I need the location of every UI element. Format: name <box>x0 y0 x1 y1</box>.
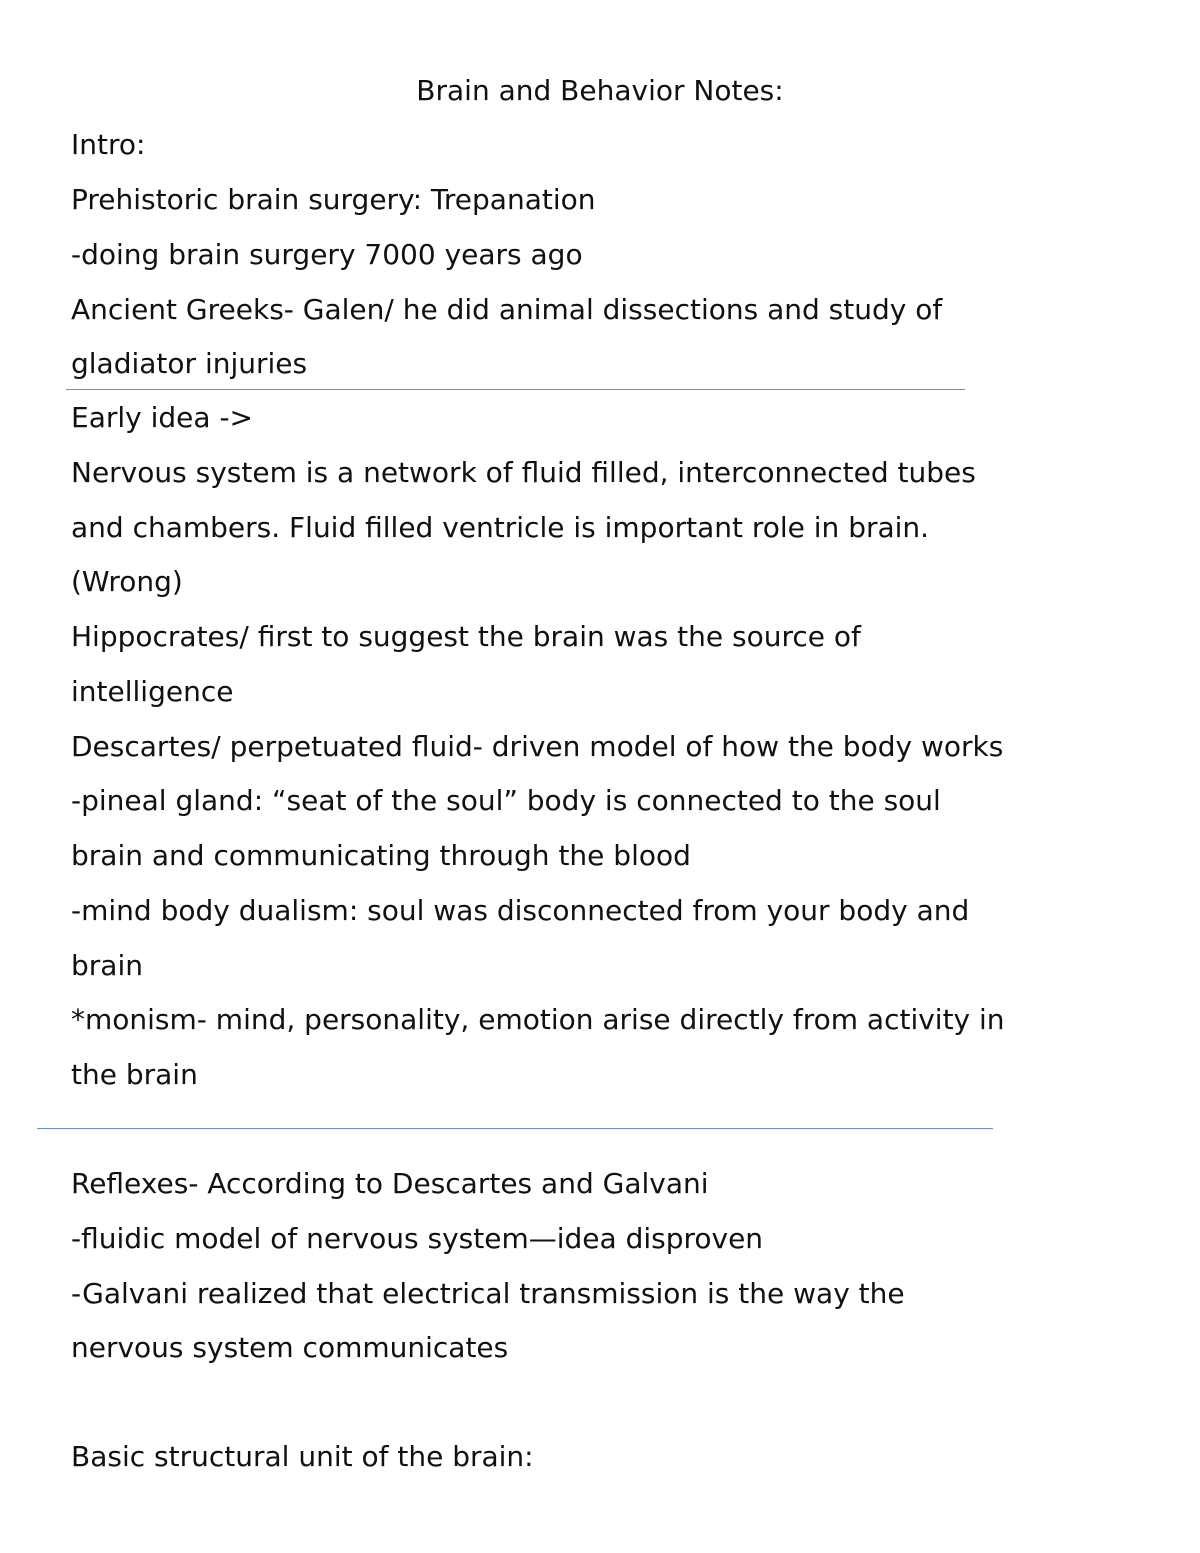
text-line: (Wrong) <box>71 565 183 598</box>
horizontal-divider <box>37 1128 993 1129</box>
text-line: Hippocrates/ first to suggest the brain was the source of <box>71 620 861 653</box>
text-line: Early idea -> <box>71 401 254 434</box>
text-line: the brain <box>71 1058 198 1091</box>
text-line: brain <box>71 949 143 982</box>
text-line: intelligence <box>71 675 234 708</box>
text-line: brain and communicating through the blood <box>71 839 691 872</box>
document-title: Brain and Behavior Notes: <box>416 74 784 107</box>
text-line: -doing brain surgery 7000 years ago <box>71 238 583 271</box>
text-line: and chambers. Fluid filled ventricle is important role in brain. <box>71 511 930 544</box>
text-line: -pineal gland: “seat of the soul” body is connected to the soul <box>71 784 941 817</box>
horizontal-divider <box>66 389 965 390</box>
text-line: Ancient Greeks- Galen/ he did animal dissections and study of <box>71 293 943 326</box>
text-line: -Galvani realized that electrical transmission is the way the <box>71 1277 905 1310</box>
text-line: *monism- mind, personality, emotion arise directly from activity in <box>71 1003 1005 1036</box>
text-line: Prehistoric brain surgery: Trepanation <box>71 183 596 216</box>
text-line: Intro: <box>71 128 146 161</box>
text-line: -fluidic model of nervous system—idea disproven <box>71 1222 764 1255</box>
text-line: -mind body dualism: soul was disconnected from your body and <box>71 894 970 927</box>
text-line: Reflexes- According to Descartes and Galvani <box>71 1167 709 1200</box>
text-line: Descartes/ perpetuated fluid- driven model of how the body works <box>71 730 1004 763</box>
text-line: Basic structural unit of the brain: <box>71 1440 534 1473</box>
text-line: nervous system communicates <box>71 1331 509 1364</box>
text-line: gladiator injuries <box>71 347 308 380</box>
text-line: Nervous system is a network of fluid filled, interconnected tubes <box>71 456 976 489</box>
